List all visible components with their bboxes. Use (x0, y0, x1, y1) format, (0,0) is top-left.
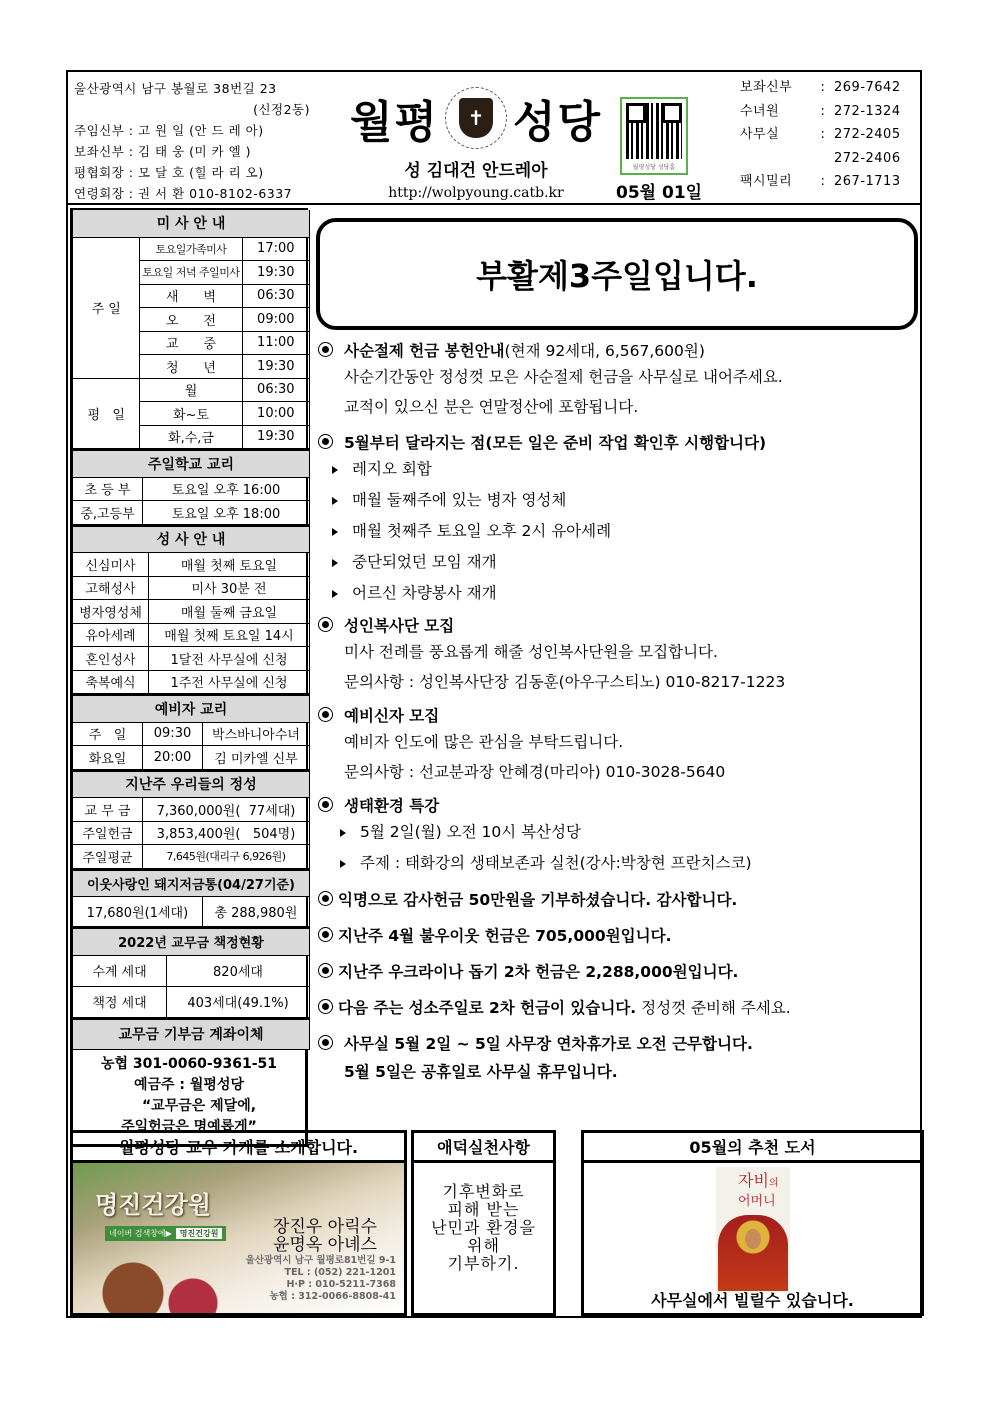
notice-item: 생태환경 특강 5월 2일(월) 오전 10시 복산성당 주제 : 태화강의 생태보존과 실천(강사:박창현 프란치스코) (312, 795, 920, 879)
website-link[interactable]: http://wolpyoung.catb.kr (388, 185, 564, 201)
radio-bullet-icon (318, 797, 333, 812)
qr-caption: 월평성당 성당홈 (632, 164, 676, 171)
sacraments-table: 성 사 안 내 신심미사 매월 첫째 토요일 고해성사 미사 30분 전 병자영성체 매월 둘째 금요일 유아세례 매월 첫째 토요일 14시 혼인성사 1달전 사무실에 신청 축복예식 1주전 사무실에 신청 (72, 525, 310, 695)
section-title: 교무금 기부금 계좌이체 (73, 1019, 310, 1050)
catechumen-table: 예비자 교리 주 일 09:30 박스바니아수녀 화요일 20:00 김 미카엘 신부 (72, 694, 310, 770)
notice-item: 다음 주는 성소주일로 2차 헌금이 있습니다. 정성껏 준비해 주세요. (312, 997, 920, 1019)
naver-search-badge: 네이버 검색창에▶ 명진건강원 (105, 1226, 226, 1241)
quote-line: “교무금은 제달에, (141, 1098, 257, 1114)
account-number: 농협 301-0060-9361-51 (101, 1056, 277, 1072)
weekday-label: 평 일 (73, 378, 140, 449)
dues-status-table: 2022년 교무금 책정현황 수계 세대 820세대 책정 세대 403세대(49.1%) (72, 927, 310, 1018)
radio-bullet-icon (318, 963, 333, 978)
sunday-title: 부활제3주일입니다. (476, 257, 758, 295)
shop-name: 명진건강원 (95, 1190, 211, 1219)
staff-row: 연령회장 : 권 서 환 010-8102-6337 (74, 186, 293, 201)
notice-item: 예비신자 모집 예비자 인도에 많은 관심을 부탁드립니다. 문의사항 : 선교분과장 안혜경(마리아) 010-3028-5640 (312, 705, 920, 787)
notice-item: 5월부터 달라지는 점(모든 일은 준비 작업 확인후 시행합니다) 레지오 회합 매월 둘째주에 있는 병자 영성체 매월 첫째주 토요일 오후 2시 유아세례 중단되었던 모임 재개 어르신 차량봉사 재개 (312, 432, 920, 609)
contact-row: 사무실 : 272-2405 (740, 127, 901, 142)
contact-row: 팩시밀리 : 267-1713 (740, 174, 901, 189)
bulletin-date: 05월 01일 (616, 183, 703, 203)
offerings-table: 지난주 우리들의 정성 교 무 금 7,360,000원( 77세대) 주일헌금 3,853,400원( 504명) 주일평균 7,645원(대리구 6,926원) (72, 770, 310, 869)
section-title: 미 사 안 내 (73, 210, 310, 237)
parish-info (74, 78, 324, 204)
notice-item: 사무실 5월 2일 ~ 5일 사무장 연차휴가로 오전 근무합니다. 5월 5일은 공휴일로 사무실 휴무입니다. (312, 1033, 920, 1083)
book-title-header: 05월의 추천 도서 (584, 1133, 921, 1163)
shop-ad-image (73, 1163, 404, 1313)
charity-title: 애덕실천사항 (414, 1133, 553, 1163)
qr-code-icon (626, 103, 682, 159)
shop-ad-box (70, 1130, 407, 1316)
contact-row: 272-2406 (834, 150, 901, 166)
radio-bullet-icon (318, 617, 333, 632)
quote-line: 주일헌금은 명예롭게” (121, 1119, 257, 1135)
radio-bullet-icon (318, 707, 333, 722)
book-recommendation-box (581, 1130, 924, 1316)
notices-column (312, 208, 920, 1083)
triangle-bullet-item: 중단되었던 모임 재개 (330, 547, 920, 578)
notice-item: 성인복사단 모집 미사 전례를 풍요롭게 해줄 성인복사단원을 모집합니다. 문의사항 : 성인복사단장 김동훈(아우구스티노) 010-8217-1223 (312, 615, 920, 697)
triangle-bullet-item: 어르신 차량봉사 재개 (330, 578, 920, 609)
qr-code (620, 97, 688, 175)
sunday-banner (316, 218, 918, 330)
staff-row: 보좌신부 : 김 태 웅 (미 카 엘 ) (74, 144, 252, 159)
section-title: 2022년 교무금 책정현황 (73, 928, 310, 955)
charity-text: 기후변화로 피해 받는 난민과 환경을 위해 기부하기. (431, 1182, 536, 1273)
bottom-section (70, 1128, 922, 1314)
piggy-bank-table: 이웃사랑인 돼지저금통(04/27기준) 17,680원(1세대) 총 288,980원 (72, 869, 310, 928)
cross-icon: ✝ (459, 98, 493, 138)
bulletin-page (66, 70, 922, 1318)
triangle-bullet-item: 주제 : 태화강의 생태보존과 실천(강사:박창현 프란치스코) (338, 848, 920, 879)
radio-bullet-icon (318, 927, 333, 942)
church-emblem-icon (445, 87, 507, 149)
triangle-bullet-item: 매월 둘째주에 있는 병자 영성체 (330, 485, 920, 516)
shop-ad-title: 월평성당 교우 가게를 소개합니다. (73, 1133, 404, 1163)
parish-name-left: 월평 (349, 97, 439, 148)
radio-bullet-icon (318, 999, 333, 1014)
parish-name-right: 성당 (513, 97, 603, 148)
madonna-icon (718, 1215, 788, 1291)
section-title: 이웃사랑인 돼지저금통(04/27기준) (73, 870, 310, 897)
radio-bullet-icon (318, 1035, 333, 1050)
shop-owners: 장진우 아릭수 윤명옥 아녜스 (273, 1217, 377, 1255)
section-title: 지난주 우리들의 정성 (73, 771, 310, 798)
notice-item: 사순절제 헌금 봉헌안내(현재 92세대, 6,567,600원) 사순기간동안 정성껏 모은 사순절제 헌금을 사무실로 내어주세요. 교적이 있으신 분은 연말정산에 포함됩니다. (312, 340, 920, 422)
triangle-bullet-item: 레지오 회합 (330, 454, 920, 485)
book-caption: 사무실에서 빌릴수 있습니다. (651, 1291, 854, 1310)
staff-row: 평협회장 : 모 달 호 (힐 라 리 오) (74, 165, 264, 180)
notice-item: 익명으로 감사헌금 50만원을 기부하셨습니다. 감사합니다. (312, 889, 920, 911)
book-cover-image: 자비의 어머니 (716, 1167, 790, 1293)
radio-bullet-icon (318, 434, 333, 449)
notice-item: 지난주 4월 불우이웃 헌금은 705,000원입니다. (312, 925, 920, 947)
triangle-bullet-item: 5월 2일(월) 오전 10시 복산성당 (338, 817, 920, 848)
triangle-bullet-item: 매월 첫째주 토요일 오후 2시 유아세례 (330, 516, 920, 547)
account-holder: 예금주 : 월평성당 (133, 1077, 244, 1093)
address-district: (신정2동) (253, 102, 310, 117)
charity-box (411, 1130, 556, 1316)
shop-contact: 울산광역시 남구 월평로81번길 9-1 TEL : (052) 221-1201 H·P : 010-5211-7368 농협 : 312-0066-8808-41 (245, 1255, 396, 1302)
notice-item: 지난주 우크라이나 돕기 2차 헌금은 2,288,000원입니다. (312, 961, 920, 983)
radio-bullet-icon (318, 891, 333, 906)
bulletin-header (68, 72, 920, 205)
section-title: 예비자 교리 (73, 695, 310, 722)
parish-title (336, 82, 616, 154)
section-title: 주일학교 교리 (73, 450, 310, 477)
contact-list (740, 76, 916, 194)
parish-logo-block (336, 82, 616, 202)
contact-row: 수녀원 : 272-1324 (740, 103, 901, 119)
address-line: 울산광역시 남구 봉월로 38번길 23 (74, 81, 277, 96)
section-title: 성 사 안 내 (73, 526, 310, 553)
patron-saint: 성 김대건 안드레아 (404, 161, 548, 181)
contact-row: 보좌신부 : 269-7642 (740, 80, 901, 95)
sunday-school-table: 주일학교 교리 초 등 부 토요일 오후 16:00 중,고등부 토요일 오후 18:00 (72, 449, 310, 525)
radio-bullet-icon (318, 342, 333, 357)
mass-schedule-table: 미 사 안 내 주 일 토요일가족미사 17:00 토요일 저녁 주일미사 19:30 새 벽 06:30 오 전 09:00 교 중 11:00 청 년 19:30 평 일 월 06:30 화~토 10:00 화,수,금 19:30 (72, 210, 310, 449)
info-sidebar (70, 208, 308, 1147)
sunday-label: 주 일 (73, 237, 140, 378)
transfer-table (72, 1018, 310, 1051)
staff-row: 주임신부 : 고 원 일 (안 드 레 아) (74, 123, 264, 138)
